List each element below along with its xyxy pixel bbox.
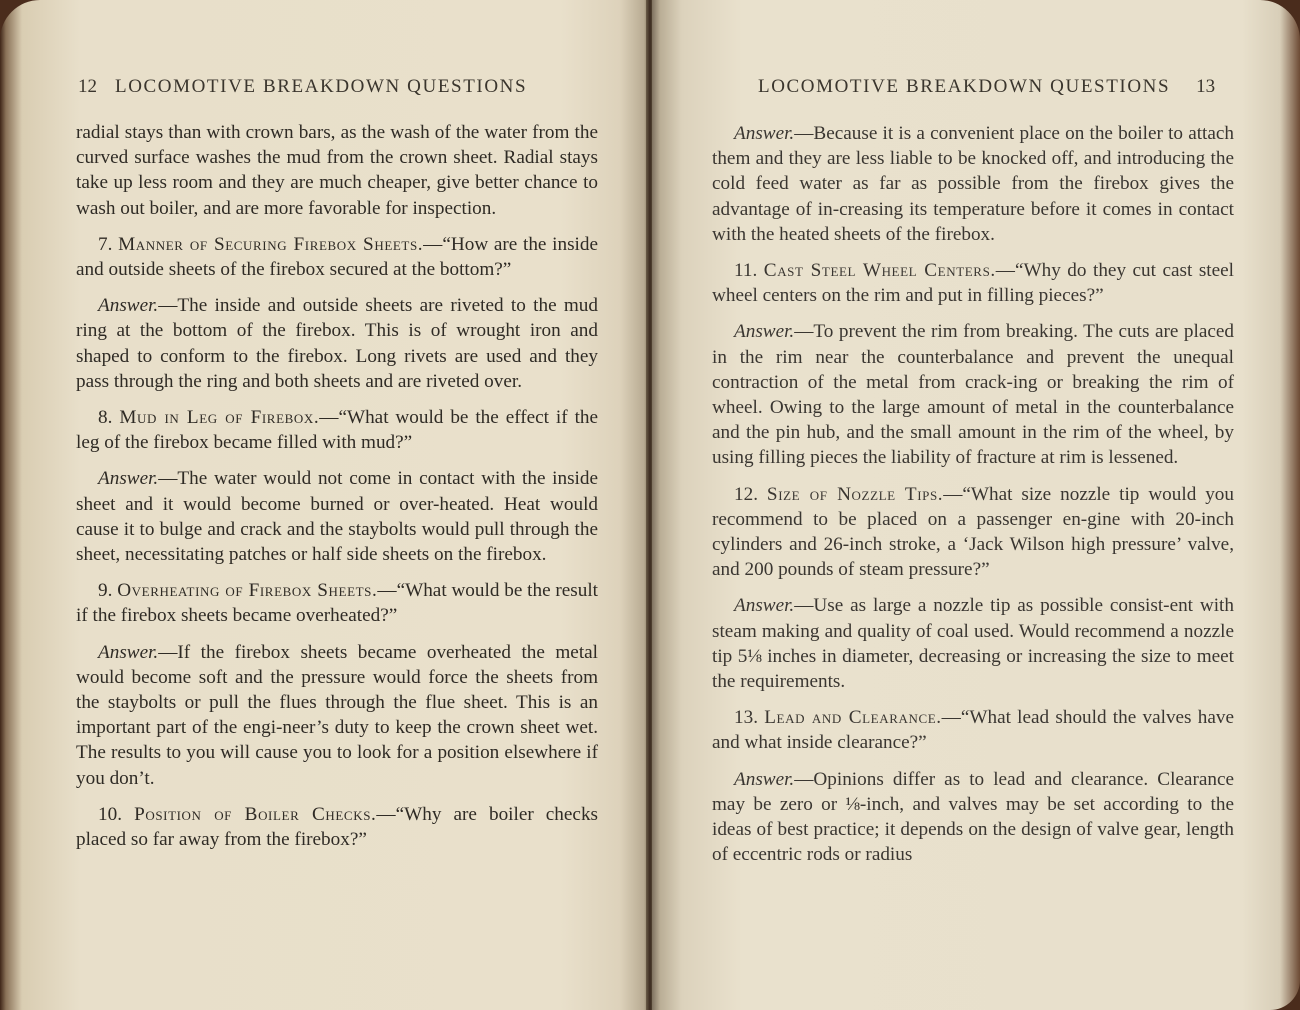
left-page <box>0 0 648 1010</box>
question-9: 9. Overheating of Firebox Sheets.—“What would be the result if the firebox sheets became overheated?” <box>76 580 599 627</box>
answer-label: Answer. <box>98 295 159 317</box>
answer-7: Answer.—The inside and outside sheets are riveted to the mud ring at the bottom of the firebox. This is of wrought iron and shaped to conform to the firebox. Long rivets are used and they pass through the ring and both sheets and are riveted over. <box>76 295 598 392</box>
answer-label: Answer. <box>734 595 795 617</box>
left-body-text <box>76 120 598 863</box>
answer-label: Answer. <box>734 123 795 144</box>
question-title: Mud in Leg of Firebox. <box>119 407 320 429</box>
question-title: Cast Steel Wheel Centers. <box>763 260 996 282</box>
answer-label: Answer. <box>734 321 795 343</box>
question-title: Lead and Clearance. <box>764 707 942 729</box>
left-head-title: LOCOMOTIVE BREAKDOWN QUESTIONS <box>115 76 528 97</box>
right-body-text <box>712 121 1234 878</box>
question-7: 7. Manner of Securing Firebox Sheets.—“How are the inside and outside sheets of the firebox secured at the bottom?” <box>76 233 598 281</box>
answer-9: Answer.—If the firebox sheets became overheated the metal would become soft and the pressure would force the sheets from the staybolts or pull the flues through the flue sheet. This is an important part of the engi-neer’s duty to keep the crown sheet wet. The results to you will cause you to look for a position elsewhere if you don’t. <box>76 641 598 789</box>
left-running-head <box>78 76 527 98</box>
answer-label: Answer. <box>98 468 159 490</box>
question-12: 12. Size of Nozzle Tips.—“What size nozzle tip would you recommend to be placed on a passenger en-gine with 20-inch cylinders and 26-inch stroke, a ‘Jack Wilson high pressure’ valve, and 200 pounds of steam pressure?” <box>712 483 1234 581</box>
continuation-paragraph: radial stays than with crown bars, as the wash of the water from the curved surface washes the mud from the crown sheet. Radial stays take up less room and they are much cheaper, give better chance to wash out boiler, and are more favorable for inspection. <box>76 122 598 219</box>
question-title: Position of Boiler Checks. <box>134 803 377 825</box>
answer-11: Answer.—To prevent the rim from breaking. The cuts are placed in the rim near the counterbalance and prevent the unequal contraction of the metal from crack-ing or breaking the rim of wheel. Owing to the large amount of metal in the counterbalance and the pin hub, and the small amount in the rim of the wheel, by using filling pieces the liability of fracture at rim is lessened. <box>712 321 1234 469</box>
question-title: Overheating of Firebox Sheets. <box>117 580 378 602</box>
question-8: 8. Mud in Leg of Firebox.—“What would be the effect if the leg of the firebox became filled with mud?” <box>76 407 599 454</box>
right-page <box>652 0 1300 1010</box>
answer-8: Answer.—The water would not come in contact with the inside sheet and it would become burned or over-heated. Heat would cause it to bulge and crack and the staybolts would pull through the sheet, necessitating patches or half side sheets on the firebox. <box>76 468 598 566</box>
right-page-number: 13 <box>1196 76 1216 97</box>
question-title: Manner of Securing Firebox Sheets. <box>118 233 424 255</box>
left-page-number: 12 <box>78 76 97 97</box>
right-running-head <box>758 76 1215 98</box>
question-title: Size of Nozzle Tips. <box>766 483 944 505</box>
answer-12: Answer.—Use as large a nozzle tip as possible consist-ent with steam making and quality of coal used. Would recommend a nozzle tip 5⅛ inches in diameter, decreasing or increasing the size to meet the requirements. <box>712 595 1234 693</box>
answer-label: Answer. <box>734 768 795 790</box>
answer-label: Answer. <box>98 641 159 663</box>
question-11: 11. Cast Steel Wheel Centers.—“Why do they cut cast steel wheel centers on the rim and put in filling pieces?” <box>712 260 1234 307</box>
question-13: 13. Lead and Clearance.—“What lead should the valves have and what inside clearance?” <box>712 707 1234 754</box>
answer-13: Answer.—Opinions differ as to lead and clearance. Clearance may be zero or ⅛-inch, and valves may be set according to the ideas of best practice; it depends on the design of valve gear, length of eccentric rods or radius <box>712 768 1234 866</box>
question-10: 10. Position of Boiler Checks.—“Why are boiler checks placed so far away from the firebox?” <box>76 803 598 851</box>
answer-10: Answer.—Because it is a convenient place on the boiler to attach them and they are less liable to be knocked off, and introducing the cold feed water as far as possible from the firebox gives the advantage of in-creasing its temperature before it comes in contact with the heated sheets of the firebox. <box>712 123 1234 245</box>
right-head-title: LOCOMOTIVE BREAKDOWN QUESTIONS <box>758 76 1171 97</box>
